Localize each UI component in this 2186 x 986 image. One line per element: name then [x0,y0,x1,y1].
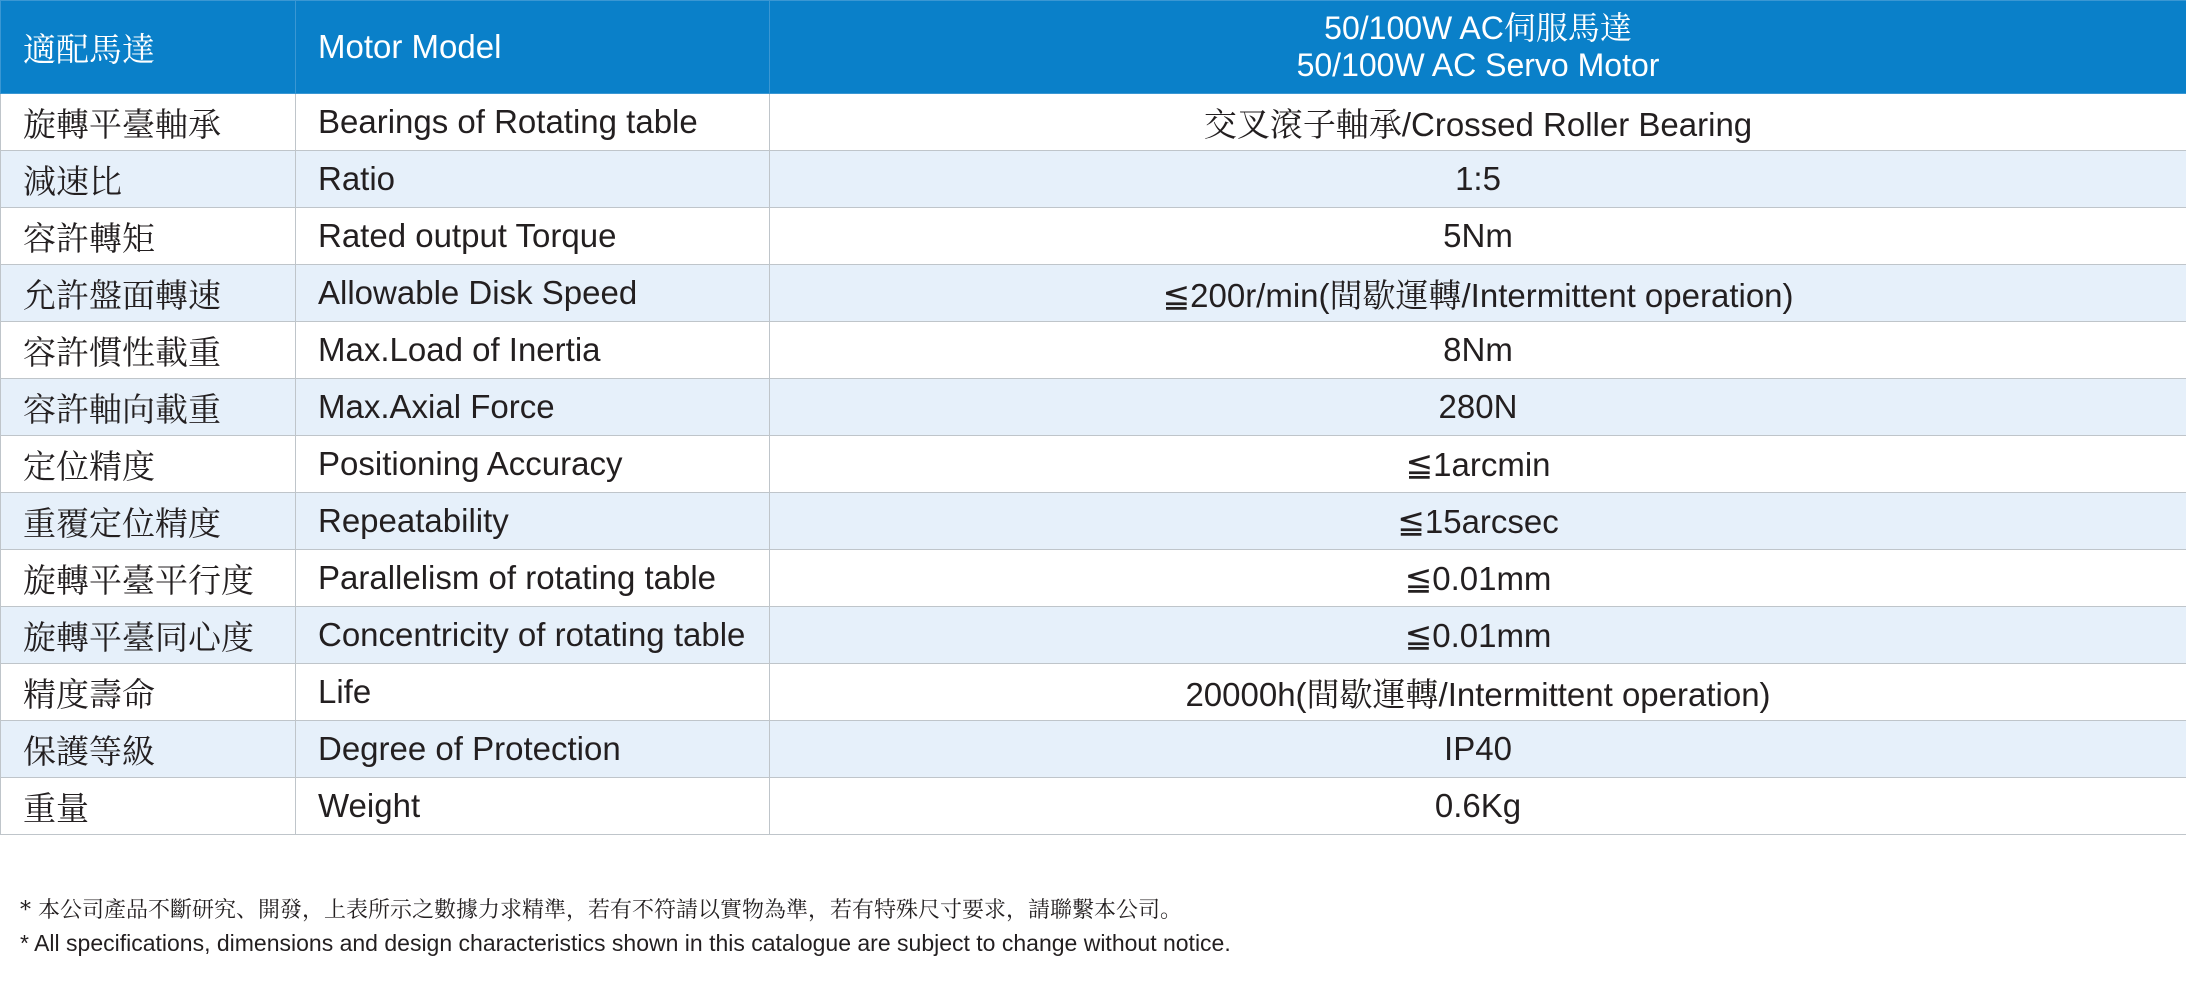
row-value: ≦0.01mm [770,550,2186,607]
row-value: 5Nm [770,208,2186,265]
row-value: 1:5 [770,151,2186,208]
row-label-en: Max.Load of Inertia [296,322,770,379]
table-row [1,493,2186,550]
row-label-zh: 容許轉矩 [1,208,296,265]
header-value-line2: 50/100W AC Servo Motor [1296,47,1660,83]
header-value-line1: 50/100W AC伺服馬達 [1324,10,1632,46]
row-value: ≦200r/min(間歇運轉/Intermittent operation) [770,265,2186,322]
row-value: 8Nm [770,322,2186,379]
row-label-en: Max.Axial Force [296,379,770,436]
row-label-en: Bearings of Rotating table [296,94,770,151]
row-label-zh: 旋轉平臺同心度 [1,607,296,664]
row-value: 20000h(間歇運轉/Intermittent operation) [770,664,2186,721]
row-label-zh: 定位精度 [1,436,296,493]
table-body [1,94,2186,835]
row-label-en: Weight [296,778,770,835]
row-label-en: Allowable Disk Speed [296,265,770,322]
row-value: ≦0.01mm [770,607,2186,664]
table-row [1,664,2186,721]
header-row [1,1,2186,94]
row-label-zh: 重覆定位精度 [1,493,296,550]
row-label-zh: 容許慣性載重 [1,322,296,379]
footnote-en: * All specifications, dimensions and design characteristics shown in this catalogue are subject to change without notice. [20,930,1231,956]
row-value: 交叉滾子軸承/Crossed Roller Bearing [770,94,2186,151]
table-row [1,379,2186,436]
table-row [1,721,2186,778]
header-label-en: Motor Model [296,1,770,94]
row-label-en: Positioning Accuracy [296,436,770,493]
header-value [770,1,2186,94]
table-row [1,322,2186,379]
row-value: ≦15arcsec [770,493,2186,550]
row-label-en: Ratio [296,151,770,208]
table-row [1,607,2186,664]
row-value: ≦1arcmin [770,436,2186,493]
row-label-zh: 精度壽命 [1,664,296,721]
table-row [1,151,2186,208]
table-row [1,778,2186,835]
table-row [1,265,2186,322]
row-label-en: Parallelism of rotating table [296,550,770,607]
row-label-zh: 重量 [1,778,296,835]
row-label-en: Repeatability [296,493,770,550]
row-value: 0.6Kg [770,778,2186,835]
row-label-zh: 允許盤面轉速 [1,265,296,322]
table-row [1,436,2186,493]
table-row [1,94,2186,151]
row-label-zh: 保護等級 [1,721,296,778]
row-label-en: Rated output Torque [296,208,770,265]
row-label-zh: 容許軸向載重 [1,379,296,436]
footnotes [20,894,2160,960]
row-label-en: Life [296,664,770,721]
footnote-zh: * 本公司產品不斷研究、開發，上表所示之數據力求精準，若有不符請以實物為準，若有特殊尺寸要求，請聯繫本公司。 [20,898,1182,923]
row-label-zh: 旋轉平臺軸承 [1,94,296,151]
row-value: 280N [770,379,2186,436]
header-label-zh: 適配馬達 [1,1,296,94]
table-row [1,550,2186,607]
row-label-zh: 減速比 [1,151,296,208]
row-label-en: Degree of Protection [296,721,770,778]
row-value: IP40 [770,721,2186,778]
table-header [1,1,2186,94]
row-label-en: Concentricity of rotating table [296,607,770,664]
row-label-zh: 旋轉平臺平行度 [1,550,296,607]
table-row [1,208,2186,265]
